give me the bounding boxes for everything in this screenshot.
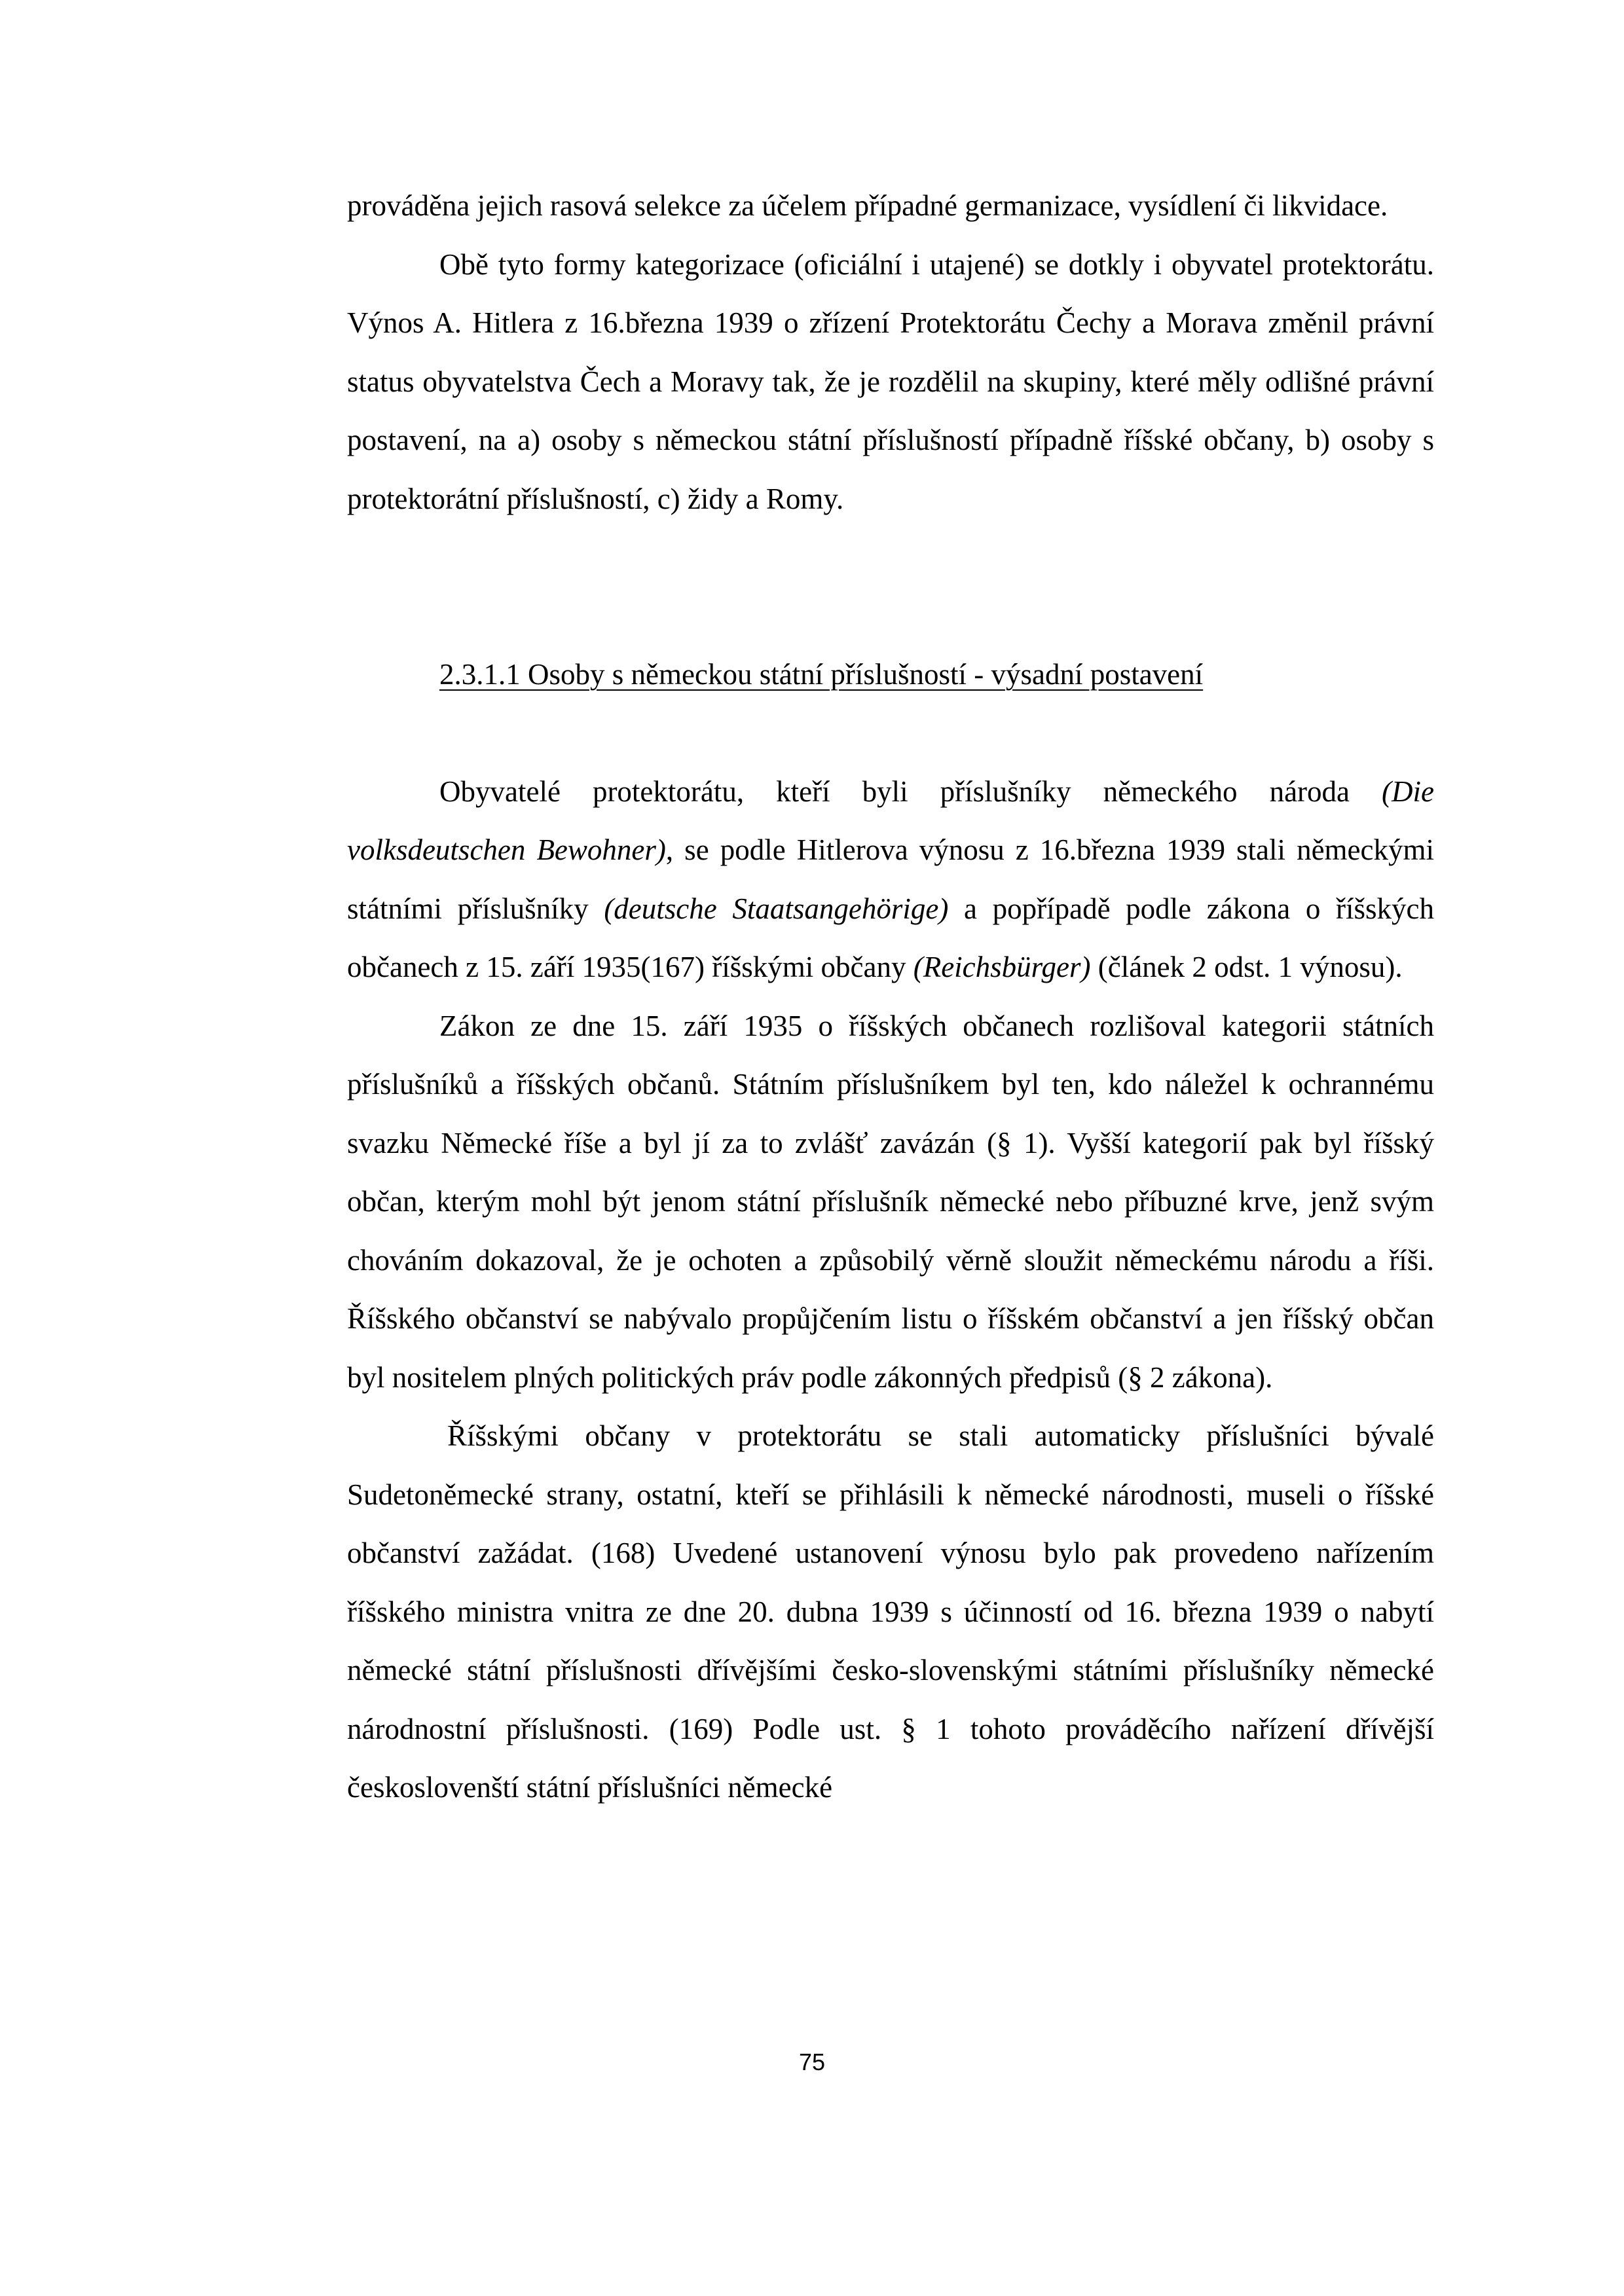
text-run: Obě tyto formy kategorizace (oficiální i utajené) se dotkly i obyvatel protektorátu. Výnos A. Hitlera z 16.března 1939 o zřízení Protektorátu Čechy a Morava změnil právní status obyvatelstva Čech a Moravy tak, že je rozdělil na skupiny, které měly odlišné právní postavení, na a) osoby s německou státní příslušností případně říšské občany, b) osoby s protektorátní příslušností, c) židy a Romy. bbox=[347, 247, 1434, 515]
section-heading: 2.3.1.1 Osoby s německou státní příslušností - výsadní postavení bbox=[439, 658, 1204, 691]
text-run: (článek 2 odst. 1 výnosu). bbox=[1090, 951, 1403, 983]
paragraph bbox=[347, 236, 1434, 529]
paragraph bbox=[347, 177, 1434, 236]
top-paragraphs bbox=[347, 177, 1434, 528]
bottom-paragraphs bbox=[347, 763, 1434, 1817]
page-body bbox=[347, 177, 1434, 1817]
text-run: , se podle Hitlerova výnosu z 16.března 1939 stali německými státními příslušníky bbox=[347, 833, 1434, 925]
italic-term: (Die volksdeutschen Bewohner) bbox=[347, 774, 1434, 866]
paragraph bbox=[347, 997, 1434, 1408]
text-run: Zákon ze dne 15. září 1935 o říšských občanech rozlišoval kategorii státních příslušníků a říšských občanů. Státním příslušníkem byl ten, kdo náležel k ochrannému svazku Německé říše a byl jí za to zvlášť zavázán (§ 1). Vyšší kategorií pak byl říšský občan, kterým mohl být jenom státní příslušník německé nebo příbuzné krve, jenž svým chováním dokazoval, že je ochoten a způsobilý věrně sloužit německému národu a říši. Říšského občanství se nabývalo propůjčením listu o říšském občanství a jen říšský občan byl nositelem plných politických práv podle zákonných předpisů (§ 2 zákona). bbox=[347, 1009, 1434, 1394]
text-run: a popřípadě podle zákona o říšských občanech z 15. září 1935(167) říšskými občany bbox=[347, 892, 1434, 983]
page-number: 75 bbox=[798, 2049, 826, 2075]
italic-term: (deutsche Staatsangehörige) bbox=[604, 892, 949, 925]
italic-term: (Reichsbürger) bbox=[913, 951, 1091, 983]
text-run: Říšskými občany v protektorátu se stali automaticky příslušníci bývalé Sudetoněmecké strany, ostatní, kteří se přihlásili k německé národnosti, museli o říšské občanství zažádat. (168) Uvedené ustanovení výnosu bylo pak provedeno nařízením říšského ministra vnitra ze dne 20. dubna 1939 s účinností od 16. března 1939 o nabytí německé státní příslušnosti dřívějšími česko-slovenskými státními příslušníky německé národnostní příslušnosti. (169) Podle ust. § 1 tohoto prováděcího nařízení dřívější českoslovenští státní příslušníci německé bbox=[347, 1419, 1434, 1804]
text-run: prováděna jejich rasová selekce za účelem případné germanizace, vysídlení či likvidace. bbox=[347, 189, 1388, 222]
spacer bbox=[347, 528, 1434, 646]
text-run: Obyvatelé protektorátu, kteří byli příslušníky německého národa bbox=[439, 774, 1382, 808]
paragraph bbox=[347, 763, 1434, 997]
spacer bbox=[347, 704, 1434, 763]
paragraph bbox=[347, 1407, 1434, 1817]
